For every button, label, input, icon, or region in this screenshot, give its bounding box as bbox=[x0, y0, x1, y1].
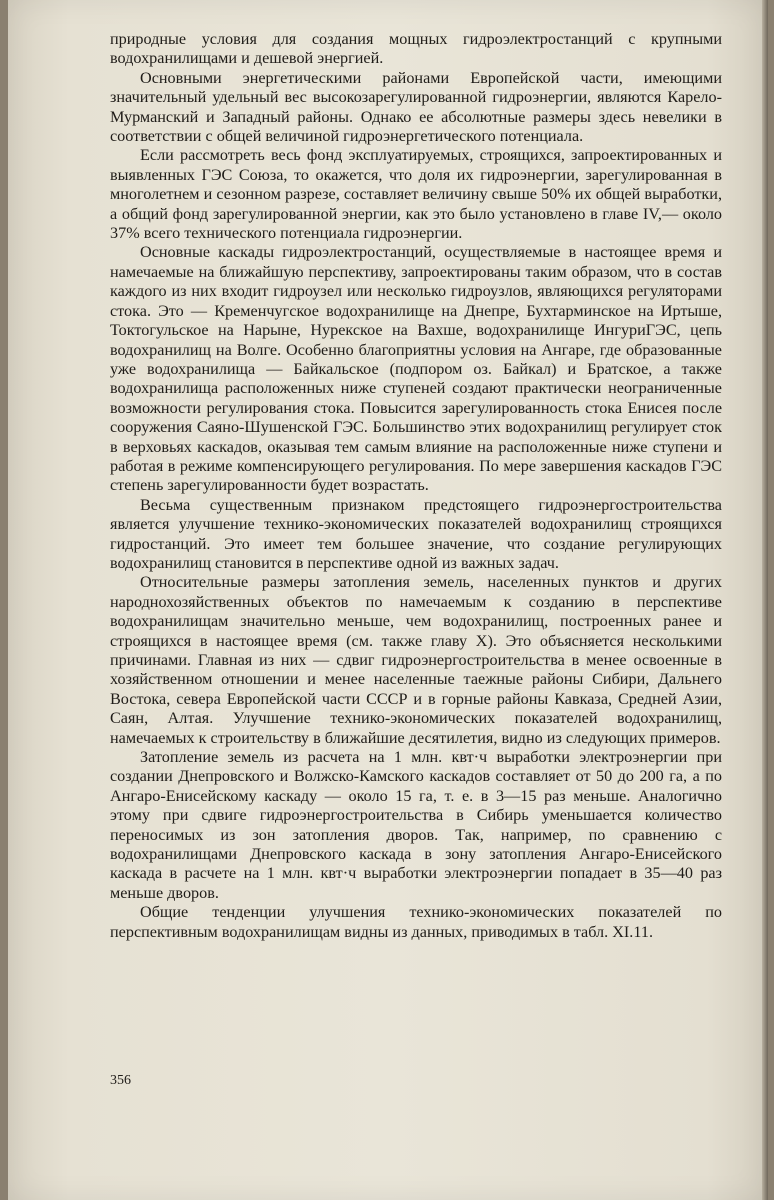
paragraph-8: Общие тенденции улучшения технико-экономических показателей по перспективным водохранилищам видны из данных, приводимых в табл. XI.11. bbox=[110, 903, 722, 941]
paragraph-1: природные условия для создания мощных гидроэлектростанций с крупными водохранилищами и дешевой энергией. bbox=[110, 30, 722, 68]
book-spine-shadow bbox=[762, 0, 768, 1200]
paragraph-3: Если рассмотреть весь фонд эксплуатируемых, строящихся, запроектированных и выявленных ГЭС Союза, то окажется, что доля их гидроэнергии, зарегулированная в многолетнем и сезонном разрезе, составляет величину свыше 50% их общей выработки, а общий фонд зарегулированной энергии, как это было установлено в главе IV,— около 37% всего технического потенциала гидроэнергии. bbox=[110, 146, 722, 243]
body-text bbox=[110, 30, 722, 942]
paragraph-5: Весьма существенным признаком предстоящего гидроэнергостроительства является улучшение технико-экономических показателей водохранилищ строящихся гидростанций. Это имеет тем большее значение, что создание регулирующих водохранилищ становится в перспективе одной из важных задач. bbox=[110, 495, 722, 572]
paragraph-7: Затопление земель из расчета на 1 млн. квт·ч выработки электроэнергии при создании Днепровского и Волжско-Камского каскадов составляет от 50 до 200 га, а по Ангаро-Енисейскому каскаду — около 15 га, т. е. в 3—15 раз меньше. Аналогично этому при сдвиге гидроэнергостроительства в Сибирь уменьшается количество переносимых из зон затопления дворов. Так, например, по сравнению с водохранилищами Днепровского каскада в зону затопления Ангаро-Енисейского каскада в расчете на 1 млн. квт·ч выработки электроэнергии попадает в 35—40 раз меньше дворов. bbox=[110, 748, 722, 902]
paragraph-4: Основные каскады гидроэлектростанций, осуществляемые в настоящее время и намечаемые на ближайшую перспективу, запроектированы таким образом, что в состав каждого из них входит гидроузел или несколько гидроузлов, являющихся регуляторами стока. Это — Кременчугское водохранилище на Днепре, Бухтарминское на Иртыше, Токтогульское на Нарыне, Нурекское на Вахше, водохранилище ИнгуриГЭС, цепь водохранилищ на Волге. Особенно благоприятны условия на Ангаре, где образованные уже водохранилища — Байкальское (подпором оз. Байкал) и Братское, а также водохранилища расположенных ниже ступеней создают практически неограниченные возможности регулирования стока. Повысится зарегулированность стока Енисея после сооружения Саяно-Шушенской ГЭС. Большинство этих водохранилищ регулирует сток в верховьях каскадов, оказывая тем самым влияние на расположенные ниже ступени и работая в режиме компенсирующего регулирования. По мере завершения каскадов ГЭС степень зарегулированности будет возрастать. bbox=[110, 243, 722, 495]
paragraph-2: Основными энергетическими районами Европейской части, имеющими значительный удельный вес высокозарегулированной гидроэнергии, являются Карело-Мурманский и Западный районы. Однако ее абсолютные размеры здесь невелики в соответствии с общей величиной гидроэнергетического потенциала. bbox=[110, 68, 722, 146]
book-page bbox=[8, 0, 768, 1200]
page-number: 356 bbox=[110, 1073, 131, 1088]
paragraph-6: Относительные размеры затопления земель, населенных пунктов и других народнохозяйственных объектов по намечаемым к созданию в перспективе водохранилищам значительно меньше, чем водохранилищ, построенных ранее и строящихся в настоящее время (см. также главу X). Это объясняется несколькими причинами. Главная из них — сдвиг гидроэнергостроительства в менее освоенные в хозяйственном отношении и менее населенные таежные районы Сибири, Дальнего Востока, севера Европейской части СССР и в горные районы Кавказа, Средней Азии, Саян, Алтая. Улучшение технико-экономических показателей водохранилищ, намечаемых к строительству в ближайшие десятилетия, видно из следующих примеров. bbox=[110, 573, 722, 747]
